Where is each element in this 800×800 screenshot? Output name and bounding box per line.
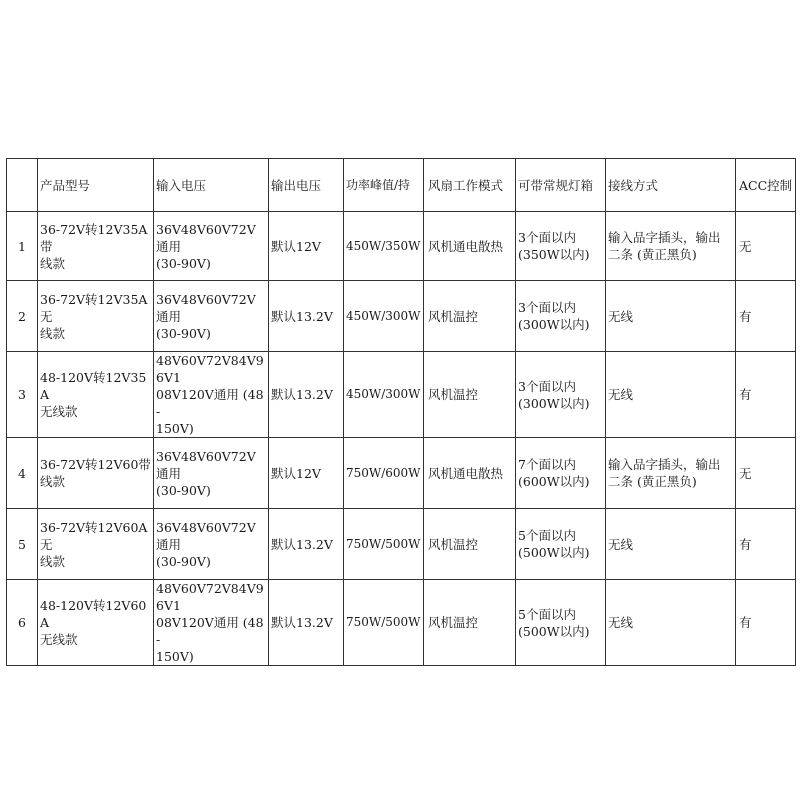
row-index-cell: 1: [7, 212, 38, 281]
wiring-cell: [606, 580, 736, 666]
input-voltage-line: 150V): [156, 421, 194, 436]
input-voltage-line: 48V60V72V84V96V1: [156, 581, 264, 613]
lightbox-line: (300W以内): [518, 395, 590, 411]
spec-table: [6, 158, 796, 666]
acc-control-cell: 无: [736, 212, 796, 281]
model-line: 线款: [40, 474, 66, 489]
header-row: [7, 159, 796, 212]
row-index-cell: 5: [7, 509, 38, 580]
lightbox-line: (500W以内): [518, 623, 590, 639]
output-voltage-cell: 默认13.2V: [269, 509, 344, 580]
input-voltage-line: 08V120V通用 (48-: [156, 387, 264, 419]
wiring-line: 二条 (黄正黑负): [608, 474, 697, 489]
header-cell-fan: 风扇工作模式: [424, 159, 516, 212]
input-voltage-cell: [154, 438, 269, 509]
lightbox-line: (300W以内): [518, 317, 590, 332]
header-cell-power: 功率峰值/持: [344, 159, 424, 212]
wiring-line: 无线: [608, 308, 634, 324]
power-cell: 450W/350W: [344, 212, 424, 281]
model-line: 36-72V转12V35A带: [40, 221, 148, 254]
model-line: 48-120V转12V35A: [40, 370, 147, 402]
input-voltage-line: 36V48V60V72V通用: [156, 448, 256, 481]
lightbox-cell: [516, 580, 606, 666]
header-cell-output: 输出电压: [269, 159, 344, 212]
fan-mode-cell: 风机温控: [424, 352, 516, 438]
acc-control-cell: 有: [736, 352, 796, 438]
model-line: 线款: [40, 255, 66, 271]
model-line: 36-72V转12V60A无: [40, 519, 148, 552]
wiring-line: 无线: [608, 387, 634, 402]
output-voltage-cell: 默认13.2V: [269, 281, 344, 352]
output-voltage-cell: 默认12V: [269, 438, 344, 509]
acc-control-cell: 有: [736, 509, 796, 580]
model-line: 线款: [40, 553, 66, 569]
wiring-cell: [606, 509, 736, 580]
acc-control-cell: 有: [736, 281, 796, 352]
lightbox-line: 3个面以内: [518, 378, 576, 394]
table-row: [7, 281, 796, 352]
power-cell: 450W/300W: [344, 352, 424, 438]
lightbox-cell: [516, 438, 606, 509]
model-cell: [38, 580, 154, 666]
input-voltage-cell: [154, 509, 269, 580]
model-line: 36-72V转12V35A无: [40, 291, 148, 324]
header-cell-input: 输入电压: [154, 159, 269, 212]
model-line: 线款: [40, 325, 66, 341]
input-voltage-cell: [154, 580, 269, 666]
output-voltage-cell: 默认13.2V: [269, 580, 344, 666]
lightbox-cell: [516, 212, 606, 281]
lightbox-cell: [516, 352, 606, 438]
input-voltage-line: 36V48V60V72V通用: [156, 291, 256, 324]
fan-mode-cell: 风机通电散热: [424, 212, 516, 281]
fan-mode-cell: 风机温控: [424, 281, 516, 352]
lightbox-line: (600W以内): [518, 474, 590, 489]
input-voltage-line: 150V): [156, 649, 194, 664]
acc-control-cell: 有: [736, 580, 796, 666]
power-cell: 750W/500W: [344, 509, 424, 580]
wiring-cell: [606, 281, 736, 352]
header-cell-model: 产品型号: [38, 159, 154, 212]
lightbox-line: (500W以内): [518, 545, 590, 560]
table-row: [7, 212, 796, 281]
fan-mode-cell: 风机温控: [424, 580, 516, 666]
lightbox-line: 3个面以内: [518, 300, 576, 315]
wiring-cell: [606, 352, 736, 438]
lightbox-line: 5个面以内: [518, 528, 576, 543]
model-cell: [38, 438, 154, 509]
lightbox-line: 3个面以内: [518, 230, 576, 245]
wiring-cell: [606, 438, 736, 509]
lightbox-cell: [516, 509, 606, 580]
table-row: [7, 580, 796, 666]
wiring-line: 二条 (黄正黑负): [608, 247, 697, 262]
wiring-line: 输入品字插头，输出: [608, 230, 721, 245]
input-voltage-line: (30-90V): [156, 325, 211, 341]
lightbox-cell: [516, 281, 606, 352]
input-voltage-cell: [154, 352, 269, 438]
power-cell: 750W/500W: [344, 580, 424, 666]
wiring-line: 无线: [608, 615, 634, 630]
wiring-line: 无线: [608, 536, 634, 552]
table-row: [7, 438, 796, 509]
model-line: 48-120V转12V60A: [40, 598, 147, 630]
header-cell-index: [7, 159, 38, 212]
row-index-cell: 2: [7, 281, 38, 352]
power-cell: 750W/600W: [344, 438, 424, 509]
fan-mode-cell: 风机温控: [424, 509, 516, 580]
input-voltage-line: (30-90V): [156, 482, 211, 498]
input-voltage-line: (30-90V): [156, 255, 211, 271]
input-voltage-line: 48V60V72V84V96V1: [156, 353, 264, 385]
input-voltage-line: 36V48V60V72V通用: [156, 519, 256, 552]
row-index-cell: 4: [7, 438, 38, 509]
model-cell: [38, 281, 154, 352]
input-voltage-cell: [154, 212, 269, 281]
row-index-cell: 6: [7, 580, 38, 666]
model-line: 无线款: [40, 404, 78, 419]
table-row: [7, 352, 796, 438]
fan-mode-cell: 风机通电散热: [424, 438, 516, 509]
acc-control-cell: 无: [736, 438, 796, 509]
input-voltage-cell: [154, 281, 269, 352]
model-line: 无线款: [40, 632, 78, 647]
input-voltage-line: 36V48V60V72V通用: [156, 221, 256, 254]
header-cell-acc: ACC控制: [736, 159, 796, 212]
model-cell: [38, 212, 154, 281]
input-voltage-line: 08V120V通用 (48-: [156, 615, 264, 647]
table-row: [7, 509, 796, 580]
input-voltage-line: (30-90V): [156, 553, 211, 569]
header-cell-lightbox: 可带常规灯箱: [516, 159, 606, 212]
output-voltage-cell: 默认12V: [269, 212, 344, 281]
wiring-cell: [606, 212, 736, 281]
output-voltage-cell: 默认13.2V: [269, 352, 344, 438]
model-line: 36-72V转12V60带: [40, 457, 151, 472]
header-cell-wiring: 接线方式: [606, 159, 736, 212]
row-index-cell: 3: [7, 352, 38, 438]
wiring-line: 输入品字插头，输出: [608, 457, 721, 472]
power-cell: 450W/300W: [344, 281, 424, 352]
lightbox-line: (350W以内): [518, 247, 590, 262]
lightbox-line: 7个面以内: [518, 457, 576, 472]
model-cell: [38, 509, 154, 580]
model-cell: [38, 352, 154, 438]
lightbox-line: 5个面以内: [518, 606, 576, 622]
